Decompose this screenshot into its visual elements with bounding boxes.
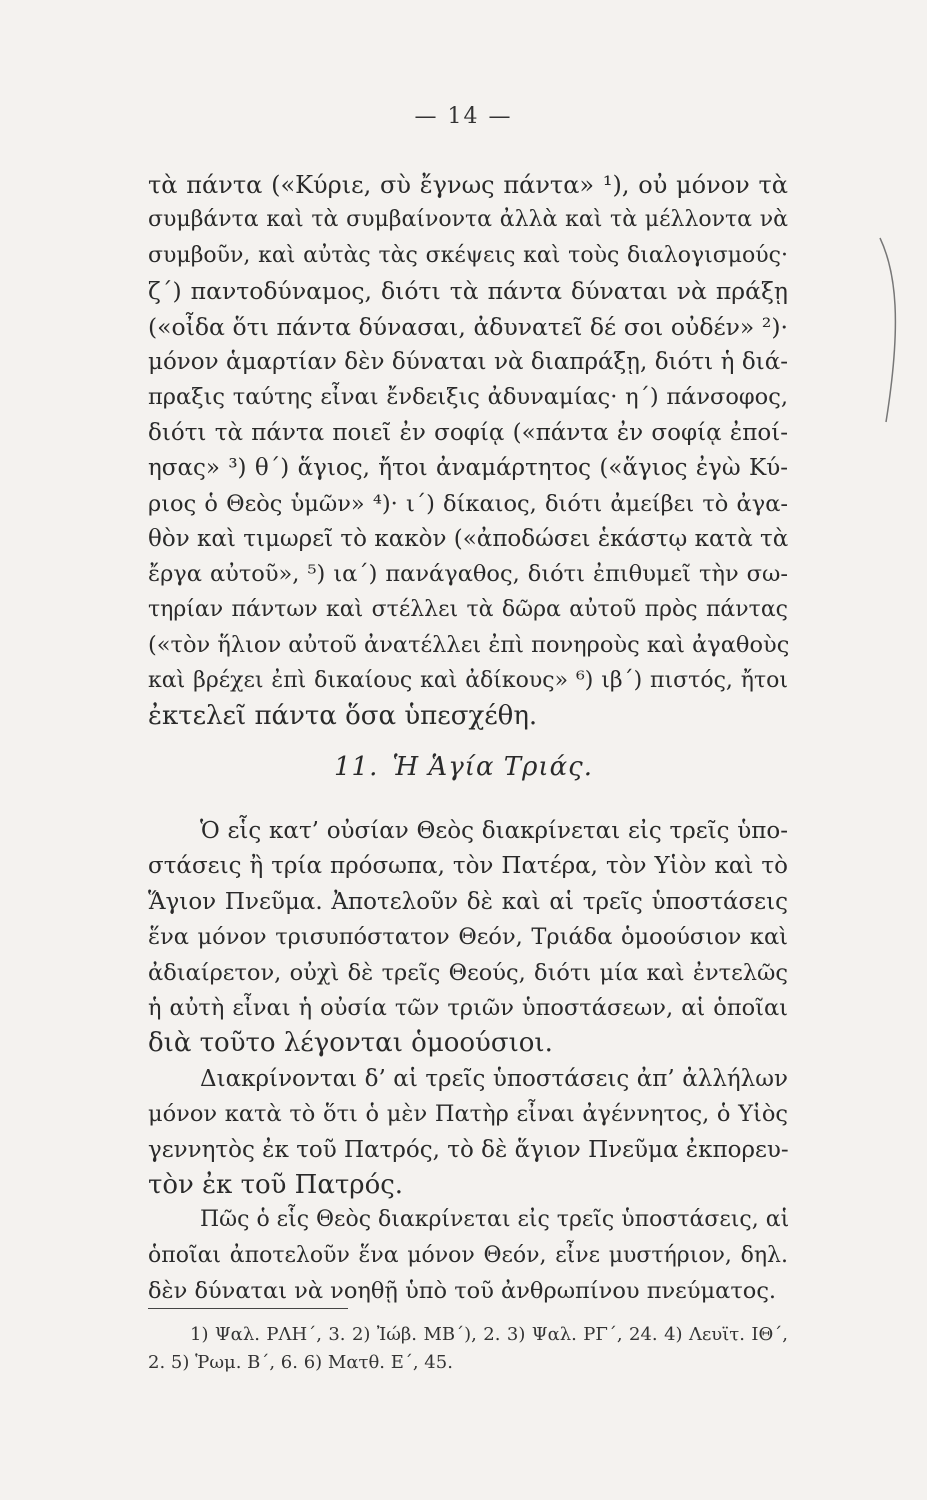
body-line: («οἶδα ὅτι πάντα δύνασαι, ἀδυνατεῖ δέ σοι οὐδέν» ²)· xyxy=(148,312,788,341)
body-line: τὸν ἐκ τοῦ Πατρός. xyxy=(148,1170,404,1200)
section-heading xyxy=(0,752,927,782)
body-line: ὁποῖαι ἀποτελοῦν ἕνα μόνον Θεόν, εἶνε μυστήριον, δηλ. xyxy=(148,1242,788,1268)
body-line: μόνον κατὰ τὸ ὅτι ὁ μὲν Πατὴρ εἶναι ἀγέννητος, ὁ Υἱὸς xyxy=(148,1101,788,1128)
body-line: ἡ αὐτὴ εἶναι ἡ οὐσία τῶν τριῶν ὑποστάσεων, αἱ ὁποῖαι xyxy=(148,995,788,1021)
body-line: διὰ τοῦτο λέγονται ὁμοούσιοι. xyxy=(148,1028,553,1059)
body-line: τηρίαν πάντων καὶ στέλλει τὰ δῶρα αὐτοῦ πρὸς πάντας xyxy=(148,596,788,622)
footnote-line: 2. 5) Ῥωμ. Β΄, 6. 6) Ματθ. Ε΄, 45. xyxy=(148,1352,453,1373)
body-line: ἔργα αὐτοῦ», ⁵) ια΄) πανάγαθος, διότι ἐπιθυμεῖ τὴν σω- xyxy=(148,561,788,588)
body-line: ριος ὁ Θεὸς ὑμῶν» ⁴)· ι΄) δίκαιος, διότι ἀμείβει τὸ ἀγα- xyxy=(148,490,788,517)
body-line: μόνον ἁμαρτίαν δὲν δύναται νὰ διαπράξῃ, διότι ἡ διά- xyxy=(148,349,788,375)
body-line: ἀδιαίρετον, οὐχὶ δὲ τρεῖς Θεούς, διότι μία καὶ ἐντελῶς xyxy=(148,959,788,986)
section-title: Ἡ Ἁγία Τριάς. xyxy=(392,752,593,782)
body-line: Πῶς ὁ εἷς Θεὸς διακρίνεται εἰς τρεῖς ὑποστάσεις, αἱ xyxy=(200,1207,790,1233)
body-line: πραξις ταύτης εἶναι ἔνδειξις ἀδυναμίας· η΄) πάνσοφος, xyxy=(148,384,788,411)
body-line: ἐκτελεῖ πάντα ὅσα ὑπεσχέθη. xyxy=(148,701,538,731)
body-line: θὸν καὶ τιμωρεῖ τὸ κακὸν («ἀποδώσει ἑκάστῳ κατὰ τὰ xyxy=(148,526,789,552)
body-line: στάσεις ἢ τρία πρόσωπα, τὸν Πατέρα, τὸν Υἱὸν καὶ τὸ xyxy=(148,853,788,880)
body-line: Ἅγιον Πνεῦμα. Ἀποτελοῦν δὲ καὶ αἱ τρεῖς ὑποστάσεις xyxy=(148,888,788,915)
section-number: 11. xyxy=(334,752,379,782)
body-line: γεννητὸς ἐκ τοῦ Πατρός, τὸ δὲ ἅγιον Πνεῦμα ἐκπορευ- xyxy=(148,1136,789,1163)
page-number: — 14 — xyxy=(414,104,513,129)
body-line: δὲν δύναται νὰ νοηθῇ ὑπὸ τοῦ ἀνθρωπίνου πνεύματος. xyxy=(148,1278,777,1305)
body-line: διότι τὰ πάντα ποιεῖ ἐν σοφίᾳ («πάντα ἐν σοφίᾳ ἐποί- xyxy=(148,419,788,446)
margin-pencil-mark xyxy=(872,232,912,432)
body-line: Διακρίνονται δ’ αἱ τρεῖς ὑποστάσεις ἀπ’ ἀλλήλων xyxy=(200,1065,788,1092)
body-line: Ὁ εἷς κατ’ οὐσίαν Θεὸς διακρίνεται εἰς τρεῖς ὑπο- xyxy=(200,818,788,844)
body-line: ἕνα μόνον τρισυπόστατον Θεόν, Τριάδα ὁμοούσιον καὶ xyxy=(148,924,788,951)
footnote-line: 1) Ψαλ. ΡΛΗ΄, 3. 2) Ἰώβ. ΜΒ΄), 2. 3) Ψαλ. ΡΓ΄, 24. 4) Λευϊτ. ΙΘ΄, xyxy=(190,1324,788,1345)
body-line: ζ΄) παντοδύναμος, διότι τὰ πάντα δύναται νὰ πράξῃ xyxy=(148,277,788,306)
body-line: τὰ πάντα («Κύριε, σὺ ἔγνως πάντα» ¹), οὐ μόνον τὰ xyxy=(148,171,788,199)
body-line: συμβοῦν, καὶ αὐτὰς τὰς σκέψεις καὶ τοὺς διαλογισμούς· xyxy=(148,242,788,268)
body-line: ησας» ³) θ΄) ἅγιος, ἤτοι ἀναμάρτητος («ἅγιος ἐγὼ Κύ- xyxy=(148,455,788,482)
body-line: («τὸν ἥλιον αὐτοῦ ἀνατέλλει ἐπὶ πονηροὺς καὶ ἀγαθοὺς xyxy=(148,632,790,659)
body-line: συμβάντα καὶ τὰ συμβαίνοντα ἀλλὰ καὶ τὰ μέλλοντα νὰ xyxy=(148,207,788,233)
body-line: καὶ βρέχει ἐπὶ δικαίους καὶ ἀδίκους» ⁶) ιβ΄) πιστός, ἤτοι xyxy=(148,667,788,693)
